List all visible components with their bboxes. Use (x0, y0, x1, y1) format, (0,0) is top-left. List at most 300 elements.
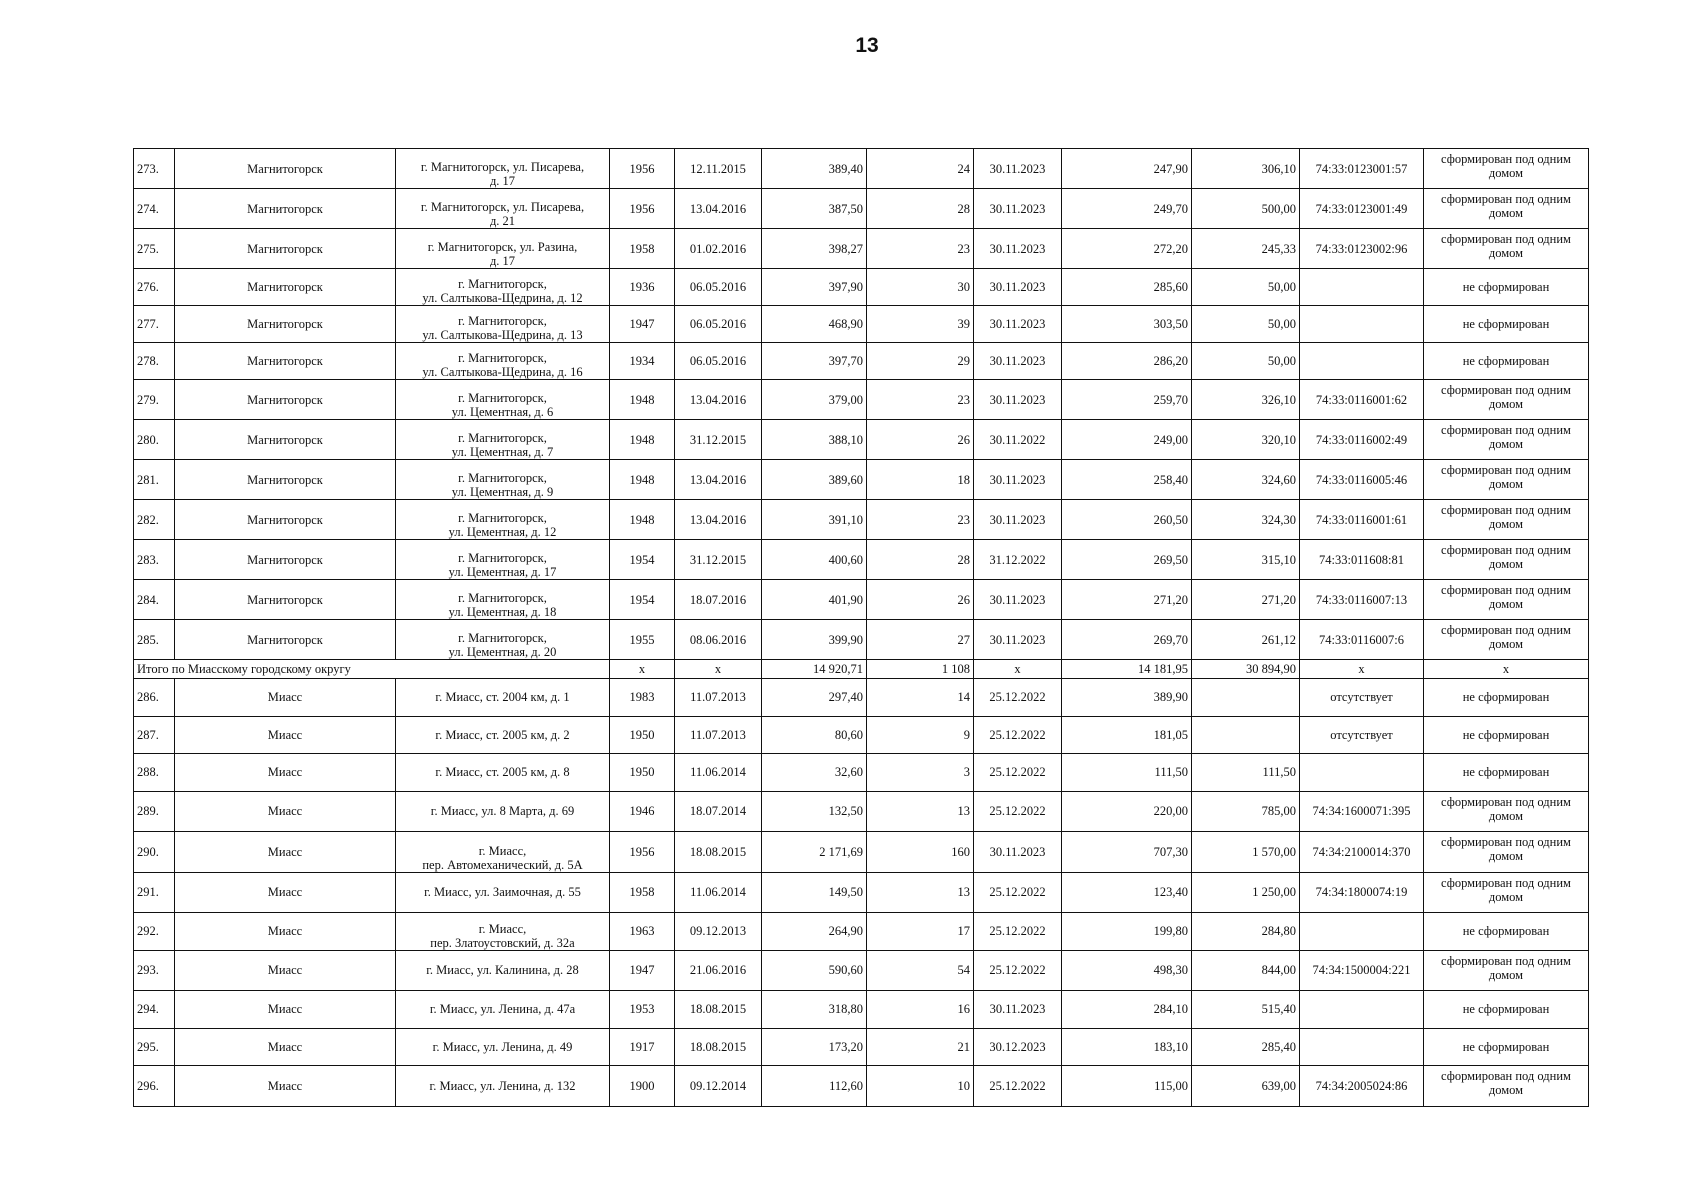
table-row (134, 872, 1589, 913)
city-cell: Миасс (175, 791, 396, 832)
residents-cell: 21 (867, 1028, 974, 1066)
area-cell: 388,10 (762, 420, 867, 460)
cadastral-cell: 74:34:1800074:19 (1300, 872, 1424, 913)
deadline-cell: 25.12.2022 (974, 791, 1062, 832)
date-cell: 09.12.2013 (675, 913, 762, 951)
residents-cell: 3 (867, 754, 974, 792)
table-total-section (134, 660, 1589, 679)
land-area-cell: 199,80 (1062, 913, 1192, 951)
address-line-2: пер. Златоустовский, д. 32а (430, 935, 575, 950)
area-cell: 590,60 (762, 950, 867, 991)
city-cell: Магнитогорск (175, 343, 396, 380)
table-row (134, 1066, 1589, 1107)
plot-area-cell: 284,80 (1192, 913, 1300, 951)
address-cell (396, 189, 610, 229)
city-cell: Миасс (175, 913, 396, 951)
plot-area-cell: 844,00 (1192, 950, 1300, 991)
year-cell: 1958 (610, 872, 675, 913)
status-cell: сформирован под одним домом (1424, 189, 1589, 229)
total-label: Итого по Миасскому городскому округу (134, 660, 610, 679)
residents-cell: 30 (867, 269, 974, 306)
row-number: 279. (134, 380, 175, 420)
row-number: 296. (134, 1066, 175, 1107)
plot-area-cell: 50,00 (1192, 269, 1300, 306)
cadastral-cell (1300, 1028, 1424, 1066)
address-line-2: г. Миасс, ул. 8 Марта, д. 69 (430, 804, 575, 819)
area-cell: 398,27 (762, 229, 867, 269)
address-cell (396, 872, 610, 913)
plot-area-cell: 50,00 (1192, 306, 1300, 343)
table-row (134, 791, 1589, 832)
address-line-1: г. Магнитогорск, (458, 591, 547, 605)
status-cell: сформирован под одним домом (1424, 791, 1589, 832)
date-cell: 09.12.2014 (675, 1066, 762, 1107)
status-cell: не сформирован (1424, 716, 1589, 754)
total-row (134, 660, 1589, 679)
area-cell: 401,90 (762, 580, 867, 620)
plot-area-cell: 306,10 (1192, 149, 1300, 189)
status-cell: сформирован под одним домом (1424, 540, 1589, 580)
deadline-cell: 30.12.2023 (974, 1028, 1062, 1066)
land-area-cell: 260,50 (1062, 500, 1192, 540)
date-cell: 11.07.2013 (675, 716, 762, 754)
address-line-2: ул. Салтыкова-Щедрина, д. 13 (422, 328, 583, 342)
date-cell: 18.07.2016 (675, 580, 762, 620)
year-cell: 1950 (610, 754, 675, 792)
table-row (134, 343, 1589, 380)
table-row (134, 580, 1589, 620)
address-line-1: г. Магнитогорск, (458, 551, 547, 565)
address-cell (396, 420, 610, 460)
deadline-cell: 30.11.2023 (974, 269, 1062, 306)
date-cell: 31.12.2015 (675, 540, 762, 580)
address-line-1: г. Миасс, (478, 921, 527, 936)
area-cell: 297,40 (762, 679, 867, 717)
address-cell (396, 832, 610, 873)
row-number: 289. (134, 791, 175, 832)
deadline-cell: 25.12.2022 (974, 950, 1062, 991)
address-cell (396, 149, 610, 189)
year-cell: 1954 (610, 540, 675, 580)
address-cell (396, 950, 610, 991)
address-cell (396, 679, 610, 717)
status-cell: сформирован под одним домом (1424, 832, 1589, 873)
cadastral-cell (1300, 754, 1424, 792)
cadastral-cell: 74:33:0116005:46 (1300, 460, 1424, 500)
total-land2: 30 894,90 (1192, 660, 1300, 679)
city-cell: Миасс (175, 716, 396, 754)
row-number: 277. (134, 306, 175, 343)
total-deadline: x (974, 660, 1062, 679)
table-row (134, 189, 1589, 229)
year-cell: 1936 (610, 269, 675, 306)
residents-cell: 14 (867, 679, 974, 717)
row-number: 286. (134, 679, 175, 717)
table-row (134, 540, 1589, 580)
status-cell: сформирован под одним домом (1424, 380, 1589, 420)
deadline-cell: 30.11.2023 (974, 580, 1062, 620)
plot-area-cell: 285,40 (1192, 1028, 1300, 1066)
cadastral-cell: 74:33:0116002:49 (1300, 420, 1424, 460)
area-cell: 389,40 (762, 149, 867, 189)
status-cell: не сформирован (1424, 679, 1589, 717)
date-cell: 13.04.2016 (675, 189, 762, 229)
address-line-2: г. Миасс, ул. Ленина, д. 47а (429, 1002, 576, 1017)
residents-cell: 10 (867, 1066, 974, 1107)
address-line-2: пер. Автомеханический, д. 5А (422, 857, 583, 872)
status-cell: не сформирован (1424, 306, 1589, 343)
row-number: 283. (134, 540, 175, 580)
date-cell: 11.06.2014 (675, 872, 762, 913)
address-line-2: ул. Цементная, д. 6 (451, 405, 554, 419)
deadline-cell: 30.11.2023 (974, 380, 1062, 420)
land-area-cell: 259,70 (1062, 380, 1192, 420)
deadline-cell: 25.12.2022 (974, 716, 1062, 754)
row-number: 288. (134, 754, 175, 792)
status-cell: не сформирован (1424, 1028, 1589, 1066)
city-cell: Магнитогорск (175, 540, 396, 580)
area-cell: 149,50 (762, 872, 867, 913)
address-line-1: г. Магнитогорск, (458, 391, 547, 405)
cadastral-cell: 74:33:0116007:6 (1300, 620, 1424, 660)
residents-cell: 23 (867, 380, 974, 420)
date-cell: 18.08.2015 (675, 991, 762, 1029)
address-line-2: ул. Салтыкова-Щедрина, д. 12 (422, 291, 583, 305)
residents-cell: 160 (867, 832, 974, 873)
table-row (134, 269, 1589, 306)
year-cell: 1955 (610, 620, 675, 660)
land-area-cell: 249,70 (1062, 189, 1192, 229)
cadastral-cell: 74:33:0116001:61 (1300, 500, 1424, 540)
total-year: x (610, 660, 675, 679)
city-cell: Миасс (175, 950, 396, 991)
year-cell: 1954 (610, 580, 675, 620)
cadastral-cell: отсутствует (1300, 716, 1424, 754)
address-line-2: д. 17 (489, 254, 516, 268)
address-line-1: г. Магнитогорск, (458, 431, 547, 445)
page-number: 13 (855, 34, 879, 57)
city-cell: Магнитогорск (175, 620, 396, 660)
residents-cell: 26 (867, 580, 974, 620)
table-row (134, 460, 1589, 500)
status-cell: сформирован под одним домом (1424, 872, 1589, 913)
cadastral-cell (1300, 991, 1424, 1029)
year-cell: 1956 (610, 832, 675, 873)
address-cell (396, 754, 610, 792)
deadline-cell: 25.12.2022 (974, 754, 1062, 792)
deadline-cell: 25.12.2022 (974, 679, 1062, 717)
table-row (134, 991, 1589, 1029)
date-cell: 06.05.2016 (675, 269, 762, 306)
address-cell (396, 716, 610, 754)
year-cell: 1946 (610, 791, 675, 832)
address-line-2: г. Миасс, ул. Ленина, д. 49 (432, 1039, 573, 1054)
area-cell: 397,90 (762, 269, 867, 306)
address-line-1: г. Магнитогорск, ул. Разина, (427, 240, 578, 254)
address-line-1: г. Магнитогорск, ул. Писарева, (420, 160, 585, 174)
date-cell: 06.05.2016 (675, 306, 762, 343)
city-cell: Магнитогорск (175, 380, 396, 420)
table-body-miass (134, 679, 1589, 1107)
residents-cell: 23 (867, 229, 974, 269)
date-cell: 12.11.2015 (675, 149, 762, 189)
year-cell: 1983 (610, 679, 675, 717)
date-cell: 08.06.2016 (675, 620, 762, 660)
row-number: 292. (134, 913, 175, 951)
city-cell: Магнитогорск (175, 460, 396, 500)
plot-area-cell: 326,10 (1192, 380, 1300, 420)
cadastral-cell (1300, 343, 1424, 380)
area-cell: 80,60 (762, 716, 867, 754)
table-row (134, 1028, 1589, 1066)
address-line-2: ул. Салтыкова-Щедрина, д. 16 (422, 365, 583, 379)
address-cell (396, 580, 610, 620)
land-area-cell: 249,00 (1062, 420, 1192, 460)
residents-cell: 13 (867, 791, 974, 832)
land-area-cell: 123,40 (1062, 872, 1192, 913)
table-row (134, 950, 1589, 991)
address-cell (396, 540, 610, 580)
area-cell: 2 171,69 (762, 832, 867, 873)
address-line-2: ул. Цементная, д. 7 (451, 445, 554, 459)
residents-cell: 24 (867, 149, 974, 189)
land-area-cell: 220,00 (1062, 791, 1192, 832)
address-line-2: г. Миасс, ул. Ленина, д. 132 (429, 1078, 576, 1093)
address-line-1: г. Магнитогорск, (458, 471, 547, 485)
year-cell: 1947 (610, 950, 675, 991)
cadastral-cell: 74:33:0116001:62 (1300, 380, 1424, 420)
plot-area-cell: 639,00 (1192, 1066, 1300, 1107)
deadline-cell: 30.11.2023 (974, 306, 1062, 343)
deadline-cell: 30.11.2023 (974, 620, 1062, 660)
address-cell (396, 306, 610, 343)
date-cell: 06.05.2016 (675, 343, 762, 380)
address-cell (396, 380, 610, 420)
address-cell (396, 229, 610, 269)
land-area-cell: 285,60 (1062, 269, 1192, 306)
cadastral-cell: 74:33:0116007:13 (1300, 580, 1424, 620)
date-cell: 21.06.2016 (675, 950, 762, 991)
area-cell: 391,10 (762, 500, 867, 540)
address-cell (396, 991, 610, 1029)
land-area-cell: 286,20 (1062, 343, 1192, 380)
area-cell: 112,60 (762, 1066, 867, 1107)
total-land: 14 181,95 (1062, 660, 1192, 679)
residents-cell: 13 (867, 872, 974, 913)
housing-registry-table (133, 148, 1589, 1107)
row-number: 273. (134, 149, 175, 189)
city-cell: Магнитогорск (175, 580, 396, 620)
year-cell: 1956 (610, 149, 675, 189)
area-cell: 397,70 (762, 343, 867, 380)
area-cell: 318,80 (762, 991, 867, 1029)
address-cell (396, 791, 610, 832)
year-cell: 1953 (610, 991, 675, 1029)
status-cell: сформирован под одним домом (1424, 580, 1589, 620)
cadastral-cell: 74:33:0123002:96 (1300, 229, 1424, 269)
land-area-cell: 303,50 (1062, 306, 1192, 343)
date-cell: 13.04.2016 (675, 380, 762, 420)
cadastral-cell: 74:33:011608:81 (1300, 540, 1424, 580)
status-cell: сформирован под одним домом (1424, 620, 1589, 660)
address-cell (396, 343, 610, 380)
address-line-1: г. Магнитогорск, (458, 511, 547, 525)
status-cell: сформирован под одним домом (1424, 229, 1589, 269)
cadastral-cell: отсутствует (1300, 679, 1424, 717)
plot-area-cell: 324,60 (1192, 460, 1300, 500)
area-cell: 132,50 (762, 791, 867, 832)
cadastral-cell (1300, 306, 1424, 343)
deadline-cell: 30.11.2023 (974, 832, 1062, 873)
city-cell: Магнитогорск (175, 189, 396, 229)
residents-cell: 54 (867, 950, 974, 991)
address-line-1: г. Магнитогорск, (458, 631, 547, 645)
area-cell: 389,60 (762, 460, 867, 500)
date-cell: 18.08.2015 (675, 1028, 762, 1066)
city-cell: Магнитогорск (175, 306, 396, 343)
land-area-cell: 272,20 (1062, 229, 1192, 269)
address-line-2: г. Миасс, ул. Заимочная, д. 55 (424, 885, 581, 900)
deadline-cell: 30.11.2023 (974, 991, 1062, 1029)
city-cell: Магнитогорск (175, 229, 396, 269)
address-line-2: г. Миасс, ст. 2005 км, д. 8 (435, 765, 570, 780)
deadline-cell: 25.12.2022 (974, 913, 1062, 951)
residents-cell: 23 (867, 500, 974, 540)
cadastral-cell: 74:34:1500004:221 (1300, 950, 1424, 991)
row-number: 274. (134, 189, 175, 229)
address-cell (396, 913, 610, 951)
total-date: x (675, 660, 762, 679)
table-row (134, 832, 1589, 873)
land-area-cell: 247,90 (1062, 149, 1192, 189)
land-area-cell: 111,50 (1062, 754, 1192, 792)
table-row (134, 620, 1589, 660)
plot-area-cell: 320,10 (1192, 420, 1300, 460)
total-status: x (1424, 660, 1589, 679)
city-cell: Миасс (175, 1028, 396, 1066)
residents-cell: 17 (867, 913, 974, 951)
status-cell: сформирован под одним домом (1424, 460, 1589, 500)
year-cell: 1948 (610, 500, 675, 540)
status-cell: сформирован под одним домом (1424, 1066, 1589, 1107)
land-area-cell: 389,90 (1062, 679, 1192, 717)
address-line-2: г. Миасс, ст. 2005 км, д. 2 (435, 727, 570, 742)
cadastral-cell: 74:34:1600071:395 (1300, 791, 1424, 832)
residents-cell: 9 (867, 716, 974, 754)
table-row (134, 679, 1589, 717)
cadastral-cell: 74:34:2100014:370 (1300, 832, 1424, 873)
address-line-1: г. Магнитогорск, ул. Писарева, (420, 200, 585, 214)
date-cell: 11.07.2013 (675, 679, 762, 717)
address-line-2: ул. Цементная, д. 9 (451, 485, 554, 499)
area-cell: 399,90 (762, 620, 867, 660)
residents-cell: 27 (867, 620, 974, 660)
deadline-cell: 30.11.2022 (974, 420, 1062, 460)
city-cell: Миасс (175, 832, 396, 873)
address-line-2: ул. Цементная, д. 12 (448, 525, 557, 539)
area-cell: 32,60 (762, 754, 867, 792)
residents-cell: 28 (867, 189, 974, 229)
area-cell: 387,50 (762, 189, 867, 229)
address-line-2: ул. Цементная, д. 20 (448, 645, 557, 659)
table-row (134, 149, 1589, 189)
row-number: 290. (134, 832, 175, 873)
city-cell: Магнитогорск (175, 149, 396, 189)
plot-area-cell (1192, 716, 1300, 754)
row-number: 282. (134, 500, 175, 540)
plot-area-cell: 1 570,00 (1192, 832, 1300, 873)
row-number: 278. (134, 343, 175, 380)
address-line-1: г. Миасс, (478, 843, 527, 858)
row-number: 275. (134, 229, 175, 269)
row-number: 281. (134, 460, 175, 500)
status-cell: сформирован под одним домом (1424, 500, 1589, 540)
land-area-cell: 269,50 (1062, 540, 1192, 580)
row-number: 285. (134, 620, 175, 660)
area-cell: 400,60 (762, 540, 867, 580)
land-area-cell: 284,10 (1062, 991, 1192, 1029)
status-cell: сформирован под одним домом (1424, 420, 1589, 460)
year-cell: 1900 (610, 1066, 675, 1107)
table-row (134, 306, 1589, 343)
year-cell: 1948 (610, 460, 675, 500)
address-line-2: д. 21 (489, 214, 516, 228)
city-cell: Магнитогорск (175, 420, 396, 460)
date-cell: 11.06.2014 (675, 754, 762, 792)
row-number: 294. (134, 991, 175, 1029)
date-cell: 13.04.2016 (675, 500, 762, 540)
address-line-2: ул. Цементная, д. 17 (448, 565, 557, 579)
residents-cell: 26 (867, 420, 974, 460)
year-cell: 1963 (610, 913, 675, 951)
row-number: 284. (134, 580, 175, 620)
land-area-cell: 707,30 (1062, 832, 1192, 873)
year-cell: 1934 (610, 343, 675, 380)
city-cell: Миасс (175, 679, 396, 717)
plot-area-cell: 245,33 (1192, 229, 1300, 269)
total-area: 14 920,71 (762, 660, 867, 679)
plot-area-cell: 261,12 (1192, 620, 1300, 660)
status-cell: сформирован под одним домом (1424, 950, 1589, 991)
area-cell: 468,90 (762, 306, 867, 343)
area-cell: 173,20 (762, 1028, 867, 1066)
address-cell (396, 1066, 610, 1107)
cadastral-cell (1300, 913, 1424, 951)
plot-area-cell: 324,30 (1192, 500, 1300, 540)
address-cell (396, 269, 610, 306)
row-number: 291. (134, 872, 175, 913)
year-cell: 1948 (610, 420, 675, 460)
city-cell: Магнитогорск (175, 500, 396, 540)
table-body-magnitogorsk (134, 149, 1589, 660)
table-row (134, 754, 1589, 792)
status-cell: сформирован под одним домом (1424, 149, 1589, 189)
city-cell: Миасс (175, 991, 396, 1029)
year-cell: 1948 (610, 380, 675, 420)
land-area-cell: 183,10 (1062, 1028, 1192, 1066)
date-cell: 18.07.2014 (675, 791, 762, 832)
row-number: 295. (134, 1028, 175, 1066)
status-cell: не сформирован (1424, 913, 1589, 951)
residents-cell: 16 (867, 991, 974, 1029)
address-line-2: г. Миасс, ст. 2004 км, д. 1 (435, 690, 570, 705)
address-line-1: г. Магнитогорск, (458, 277, 547, 291)
deadline-cell: 30.11.2023 (974, 500, 1062, 540)
plot-area-cell (1192, 679, 1300, 717)
address-cell (396, 620, 610, 660)
row-number: 293. (134, 950, 175, 991)
status-cell: не сформирован (1424, 754, 1589, 792)
